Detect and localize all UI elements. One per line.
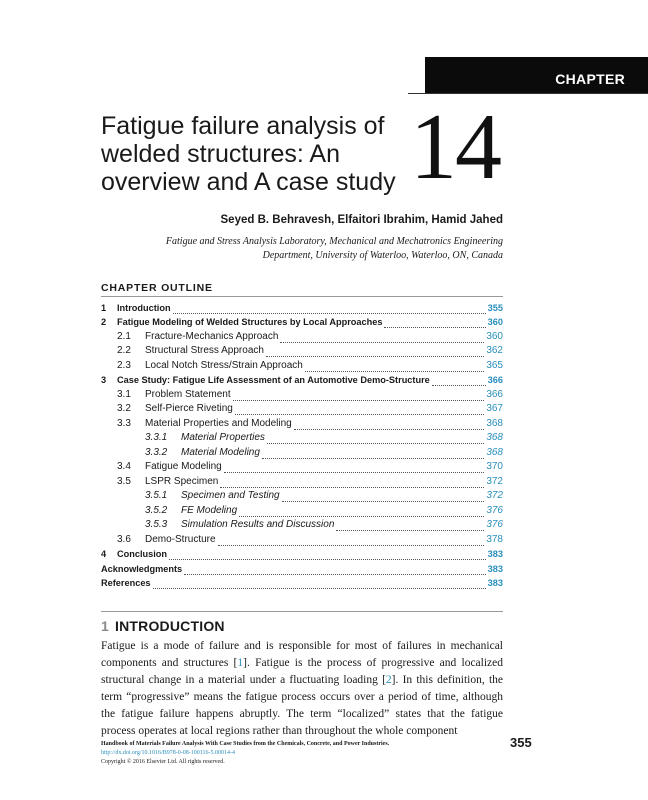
paragraph-text: ]. In this definition, the term “progressive” means the fatigue process occurs over a period of time, although the fatigue failure happens abruptly. The term “localized” states that the fatigue process operates at local regions rather than throughout the whole component xyxy=(101,674,503,737)
toc-number: 3.5 xyxy=(117,475,131,487)
toc-number: 4 xyxy=(101,549,107,559)
title-line: welded structures: An xyxy=(101,140,341,168)
chapter-label: CHAPTER xyxy=(555,71,625,87)
toc-label: Introduction xyxy=(117,302,171,313)
toc-leader-dots xyxy=(169,550,486,560)
toc-leader-dots xyxy=(233,391,485,401)
toc-leader-dots xyxy=(267,434,484,444)
toc-number: 3.2 xyxy=(117,403,131,414)
toc-label: Specimen and Testing xyxy=(181,490,280,501)
toc-leader-dots xyxy=(280,333,484,343)
toc-entry[interactable] xyxy=(101,299,503,314)
toc-page-link[interactable]: 367 xyxy=(486,403,503,414)
affiliation-line: Department, University of Waterloo, Waterloo, ON, Canada xyxy=(262,250,503,261)
toc-entry[interactable] xyxy=(101,430,503,445)
toc-leader-dots xyxy=(305,362,484,372)
toc-number: 3.4 xyxy=(117,461,131,472)
toc-label: Material Properties and Modeling xyxy=(145,417,292,429)
toc-page-link[interactable]: 360 xyxy=(486,330,503,342)
copyright: Copyright © 2016 Elsevier Ltd. All rights reserved. xyxy=(101,759,225,765)
toc-entry[interactable] xyxy=(101,343,503,358)
toc-number: 3 xyxy=(101,375,107,385)
toc-entry[interactable] xyxy=(101,328,503,343)
toc-page-link[interactable]: 372 xyxy=(486,475,503,487)
toc-entry[interactable] xyxy=(101,401,503,416)
toc-number: 2.2 xyxy=(117,345,131,356)
author-list: Seyed B. Behravesh, Elfaitori Ibrahim, Hamid Jahed xyxy=(220,214,503,226)
chapter-title xyxy=(101,112,421,196)
toc-entry[interactable] xyxy=(101,459,503,474)
toc-leader-dots xyxy=(262,449,484,459)
toc-entry[interactable] xyxy=(101,444,503,459)
toc-page-link[interactable]: 376 xyxy=(486,504,503,516)
toc-entry[interactable] xyxy=(101,314,503,329)
toc-label: Structural Stress Approach xyxy=(145,345,264,356)
toc-number: 3.5.2 xyxy=(145,504,168,516)
toc-entry[interactable] xyxy=(101,517,503,532)
citation-link[interactable]: 2 xyxy=(385,674,392,686)
toc-entry[interactable] xyxy=(101,560,503,575)
book-title: Handbook of Materials Failure Analysis With Case Studies from the Chemicals, Concrete, and Power Industries. xyxy=(101,741,390,747)
citation-link[interactable]: 1 xyxy=(237,657,244,669)
outline-rule xyxy=(101,296,503,297)
toc-leader-dots xyxy=(218,536,485,546)
toc-leader-dots xyxy=(153,579,486,589)
toc-entry[interactable] xyxy=(101,531,503,546)
toc-page-link[interactable]: 366 xyxy=(487,375,503,385)
toc-entry[interactable] xyxy=(101,575,503,590)
toc-leader-dots xyxy=(224,463,485,473)
toc-leader-dots xyxy=(294,420,485,430)
toc-label: LSPR Specimen xyxy=(145,475,219,487)
toc-leader-dots xyxy=(384,318,485,328)
toc-entry[interactable] xyxy=(101,502,503,517)
toc-leader-dots xyxy=(239,507,484,517)
page-footer xyxy=(101,740,501,767)
toc-number: 3.3.2 xyxy=(145,446,168,458)
section-heading xyxy=(101,618,225,634)
toc-label: Conclusion xyxy=(117,549,168,559)
toc-label: Material Modeling xyxy=(181,446,260,458)
toc-number: 2.1 xyxy=(117,330,131,342)
toc-label: Fatigue Modeling xyxy=(145,461,222,472)
toc-number: 1 xyxy=(101,302,107,313)
toc-page-link[interactable]: 368 xyxy=(486,432,503,443)
toc-number: 2.3 xyxy=(117,359,131,371)
toc-page-link[interactable]: 372 xyxy=(486,490,503,501)
toc-page-link[interactable]: 368 xyxy=(486,417,503,429)
toc-entry[interactable] xyxy=(101,372,503,387)
title-line: overview and A case study xyxy=(101,168,396,196)
chapter-outline xyxy=(101,299,503,589)
toc-page-link[interactable]: 366 xyxy=(486,388,503,400)
toc-label: Self-Pierce Riveting xyxy=(145,403,233,414)
intro-paragraph xyxy=(101,638,503,740)
toc-page-link[interactable]: 376 xyxy=(486,519,503,530)
toc-number: 3.5.3 xyxy=(145,519,168,530)
toc-page-link[interactable]: 370 xyxy=(486,461,503,472)
doi-link[interactable]: http://dx.doi.org/10.1016/B978-0-08-100116-5.00014-4 xyxy=(101,750,235,756)
toc-label: Local Notch Stress/Strain Approach xyxy=(145,359,303,371)
toc-entry[interactable] xyxy=(101,473,503,488)
affiliation-line: Fatigue and Stress Analysis Laboratory, Mechanical and Mechatronics Engineering xyxy=(165,236,503,247)
toc-label: Demo-Structure xyxy=(145,533,216,545)
section-number: 1 xyxy=(101,618,109,634)
title-line: Fatigue failure analysis of xyxy=(101,112,385,140)
paragraph-text: ]. Fatigue is the process of progressive and localized structural change in a material under a fluctuating loading [ xyxy=(101,657,504,686)
toc-entry[interactable] xyxy=(101,357,503,372)
toc-page-link[interactable]: 355 xyxy=(487,302,503,313)
section-title: INTRODUCTION xyxy=(115,618,225,634)
toc-leader-dots xyxy=(173,304,486,314)
toc-label: Fracture-Mechanics Approach xyxy=(145,330,279,342)
toc-leader-dots xyxy=(235,405,485,415)
toc-page-link[interactable]: 360 xyxy=(487,317,503,327)
paragraph-text: Fatigue is a mode of failure and is responsible for most of failures in mechanical components and structures [ xyxy=(101,640,503,669)
toc-page-link[interactable]: 383 xyxy=(487,578,503,588)
toc-leader-dots xyxy=(220,478,484,488)
outline-heading: CHAPTER OUTLINE xyxy=(101,282,213,294)
toc-leader-dots xyxy=(282,492,485,502)
toc-label: Problem Statement xyxy=(145,388,231,400)
toc-entry[interactable] xyxy=(101,415,503,430)
toc-leader-dots xyxy=(184,565,485,575)
toc-leader-dots xyxy=(266,347,484,357)
toc-number: 3.1 xyxy=(117,388,131,400)
toc-page-link[interactable]: 362 xyxy=(486,345,503,356)
toc-label: Case Study: Fatigue Life Assessment of an Automotive Demo-Structure xyxy=(117,375,430,385)
toc-entry[interactable] xyxy=(101,546,503,561)
toc-number: 2 xyxy=(101,317,107,327)
toc-label: Simulation Results and Discussion xyxy=(181,519,335,530)
toc-number: 3.3.1 xyxy=(145,432,168,443)
toc-page-link[interactable]: 383 xyxy=(487,563,503,574)
toc-label: FE Modeling xyxy=(181,504,238,516)
section-rule xyxy=(101,611,503,612)
toc-label: References xyxy=(101,578,151,588)
toc-page-link[interactable]: 368 xyxy=(486,446,503,458)
toc-entry[interactable] xyxy=(101,386,503,401)
toc-label: Material Properties xyxy=(181,432,265,443)
toc-page-link[interactable]: 365 xyxy=(486,359,503,371)
page-number: 355 xyxy=(510,735,532,750)
toc-number: 3.5.1 xyxy=(145,490,168,501)
toc-leader-dots xyxy=(432,376,486,386)
toc-entry[interactable] xyxy=(101,488,503,503)
chapter-number: 14 xyxy=(410,95,500,199)
toc-page-link[interactable]: 378 xyxy=(486,533,503,545)
toc-label: Acknowledgments xyxy=(101,563,183,574)
toc-number: 3.6 xyxy=(117,533,131,545)
toc-page-link[interactable]: 383 xyxy=(487,549,503,559)
title-rule xyxy=(408,93,648,94)
toc-leader-dots xyxy=(336,521,484,531)
toc-label: Fatigue Modeling of Welded Structures by Local Approaches xyxy=(117,317,383,327)
toc-number: 3.3 xyxy=(117,417,131,429)
